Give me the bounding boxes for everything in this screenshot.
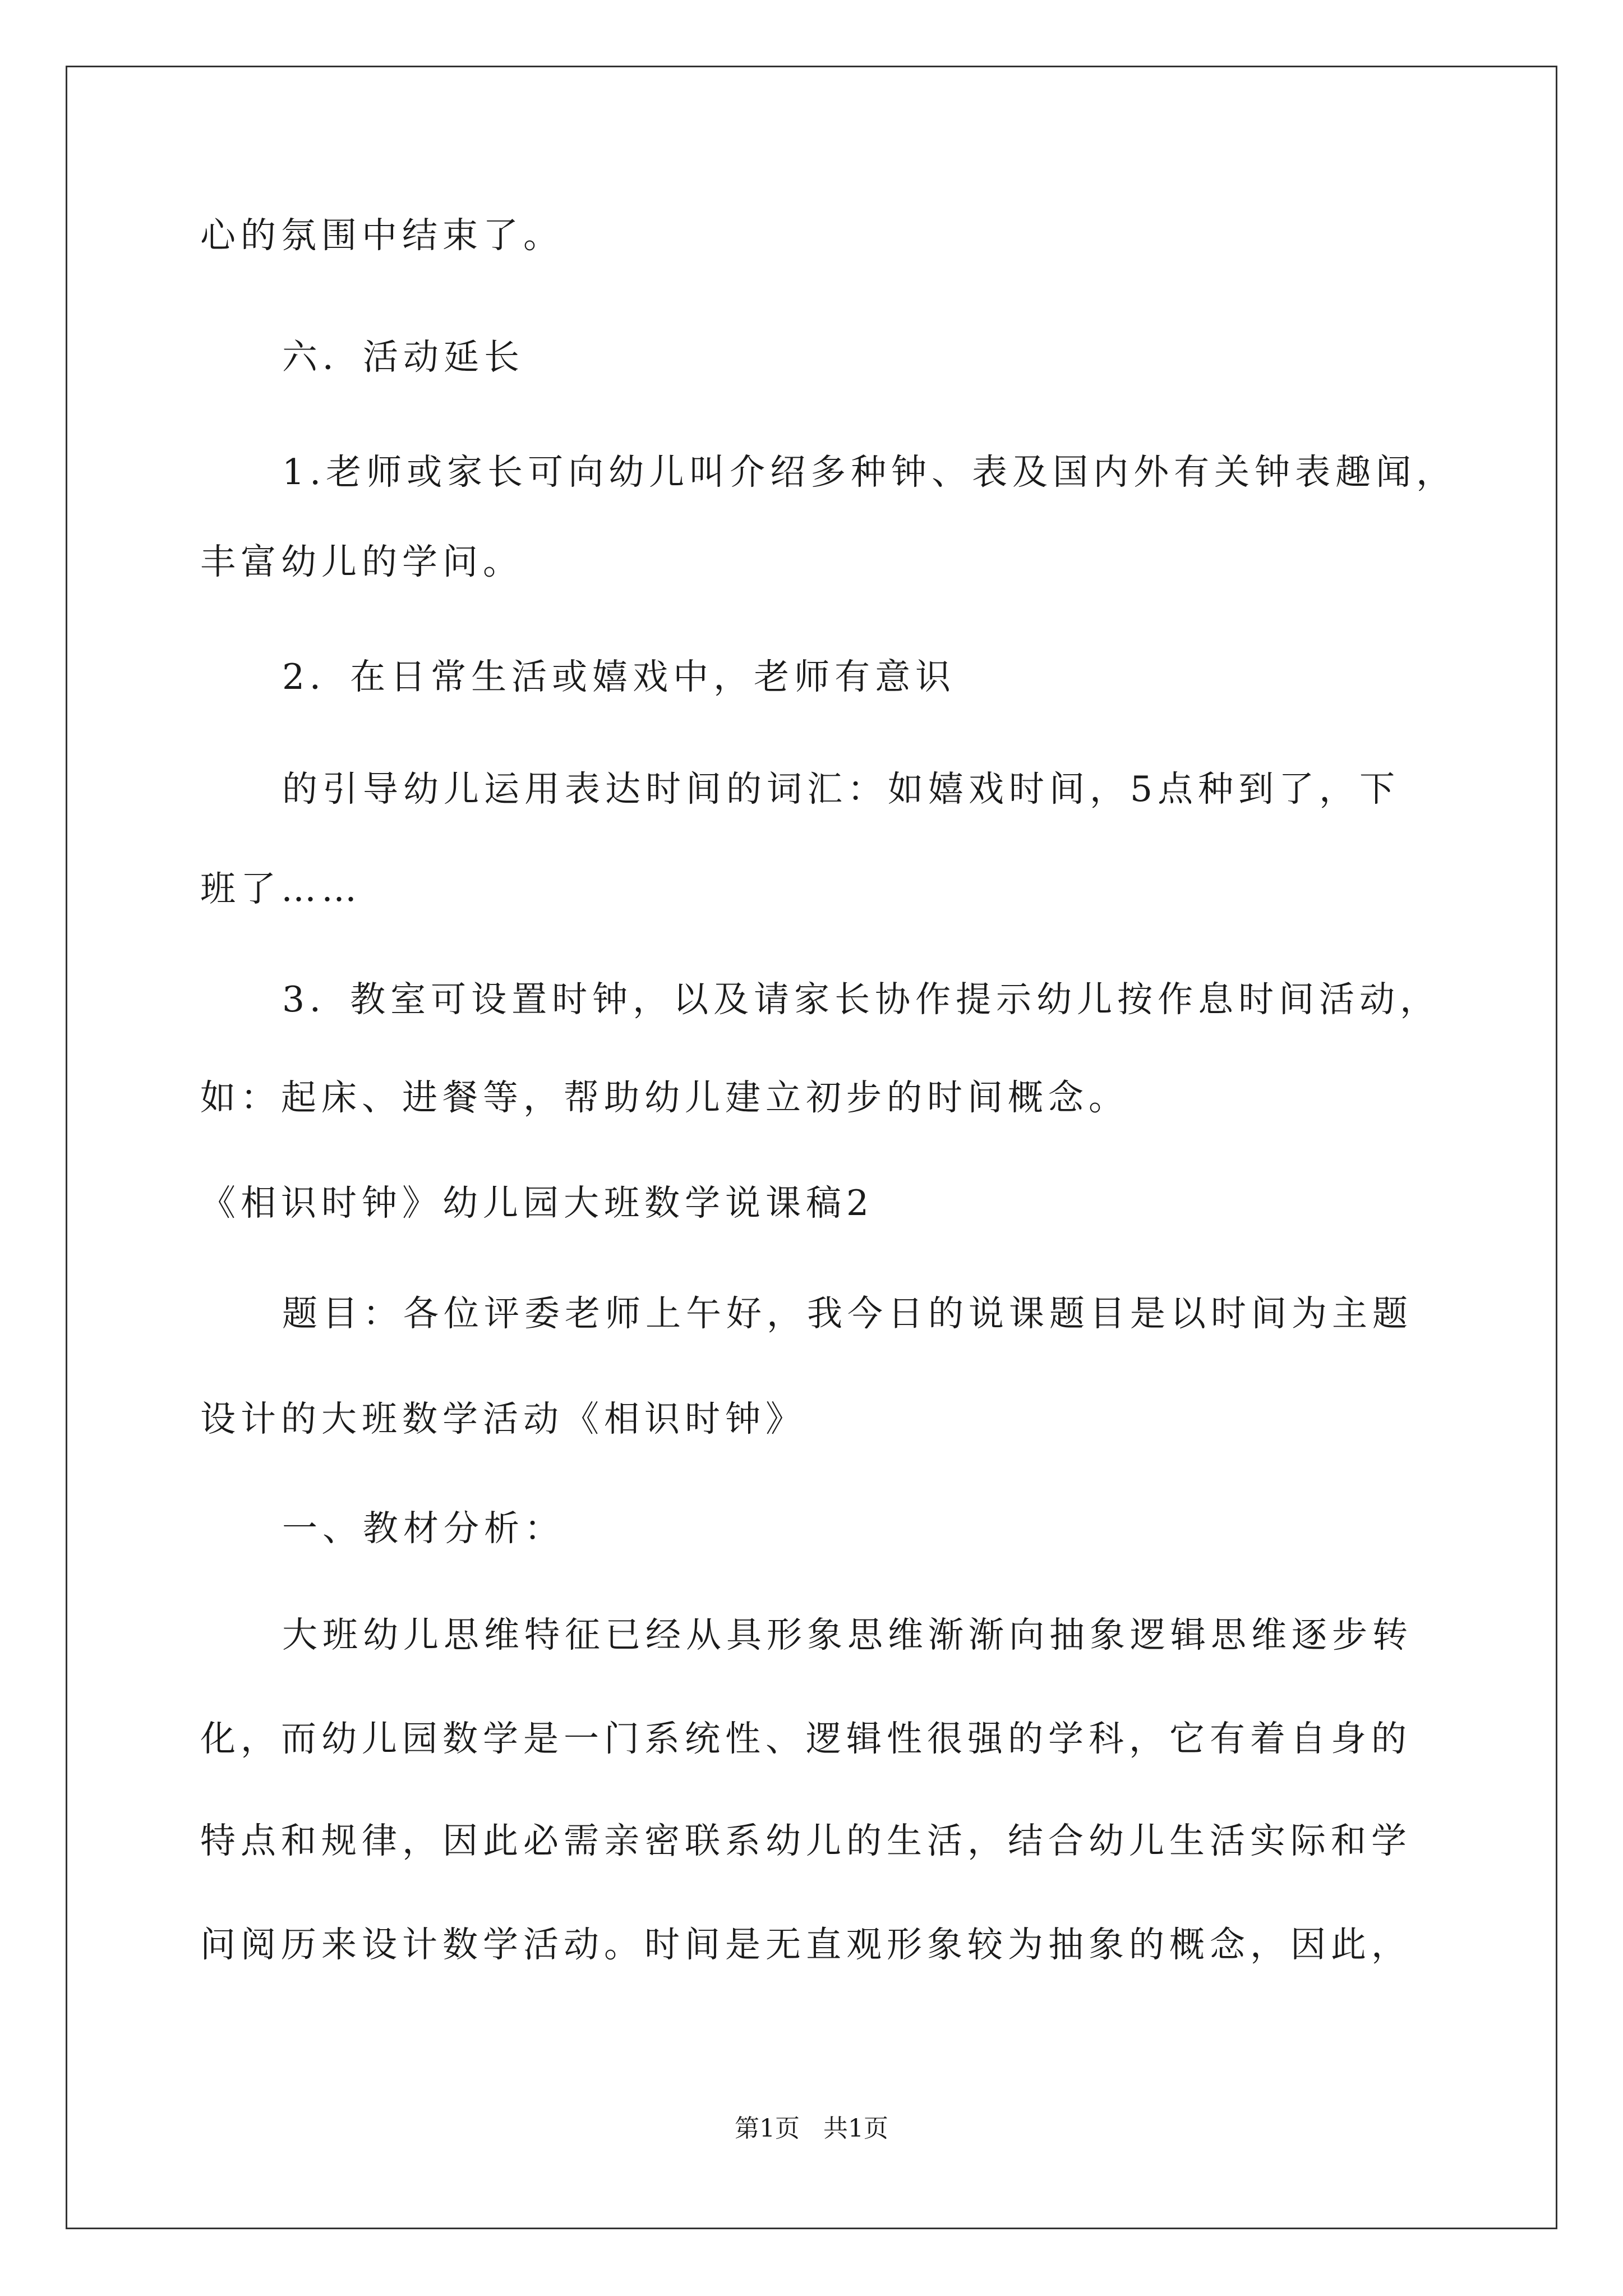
text-line: 2．在日常生活或嬉戏中，老师有意识 — [282, 656, 956, 697]
page-border — [66, 66, 1557, 2229]
text-line: 问阅历来设计数学活动。时间是无直观形象较为抽象的概念，因此， — [200, 1924, 1412, 1965]
section-heading: 六．活动延长 — [282, 337, 524, 378]
text-line: 丰富幼儿的学问。 — [200, 541, 523, 582]
text-line: 设计的大班数学活动《相识时钟》 — [200, 1398, 806, 1439]
text-line: 题目：各位评委老师上午好，我今日的说课题目是以时间为主题 — [282, 1293, 1413, 1334]
text-line: 如：起床、进餐等，帮助幼儿建立初步的时间概念。 — [200, 1077, 1129, 1118]
section-heading: 一、教材分析： — [282, 1508, 565, 1549]
text-line: 的引导幼儿运用表达时间的词汇：如嬉戏时间，5点种到了，下 — [282, 769, 1400, 809]
text-line: 大班幼儿思维特征已经从具形象思维渐渐向抽象逻辑思维逐步转 — [282, 1614, 1413, 1655]
article-title: 《相识时钟》幼儿园大班数学说课稿2 — [200, 1182, 874, 1223]
text-line: 心的氛围中结束了。 — [200, 215, 564, 256]
text-line: 1.老师或家长可向幼儿叫介绍多种钟、表及国内外有关钟表趣闻， — [282, 452, 1457, 493]
text-line: 化，而幼儿园数学是一门系统性、逻辑性很强的学科，它有着自身的 — [200, 1718, 1412, 1759]
text-line: 班了…… — [200, 868, 362, 909]
text-line: 3．教室可设置时钟，以及请家长协作提示幼儿按作息时间活动， — [282, 979, 1441, 1020]
page-footer: 第1页 共1页 — [735, 2114, 888, 2143]
text-line: 特点和规律，因此必需亲密联系幼儿的生活，结合幼儿生活实际和学 — [200, 1820, 1412, 1861]
